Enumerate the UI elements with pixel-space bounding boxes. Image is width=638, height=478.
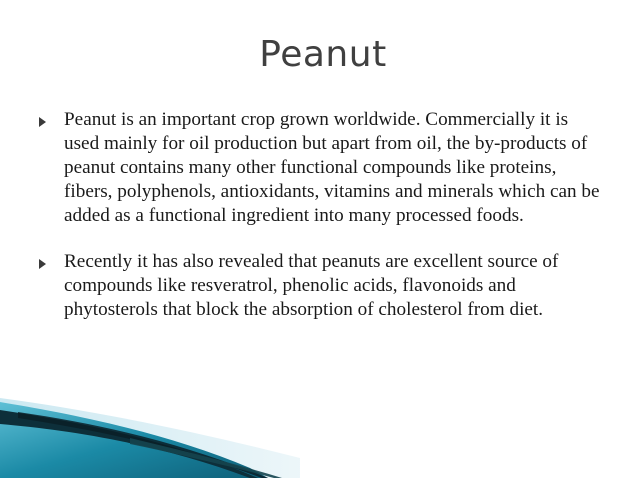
triangle-bullet-icon <box>39 117 46 127</box>
bullet-text: Peanut is an important crop grown worldwide. Commercially it is used mainly for oil production but apart from oil, the by-products of peanut contains many other functional compounds like proteins, fibers, polyphenols, antioxidants, vitamins and minerals which can be added as a functional ingredient into many processed foods. <box>64 109 600 226</box>
bullet-list <box>36 108 606 322</box>
bullet-item <box>36 250 606 322</box>
slide-title: Peanut <box>259 34 387 75</box>
bullet-text: Recently it has also revealed that peanuts are excellent source of compounds like resveratrol, phenolic acids, flavonoids and phytosterols that block the absorption of cholesterol from diet. <box>64 251 559 320</box>
triangle-bullet-icon <box>39 259 46 269</box>
bullet-item <box>36 108 606 228</box>
